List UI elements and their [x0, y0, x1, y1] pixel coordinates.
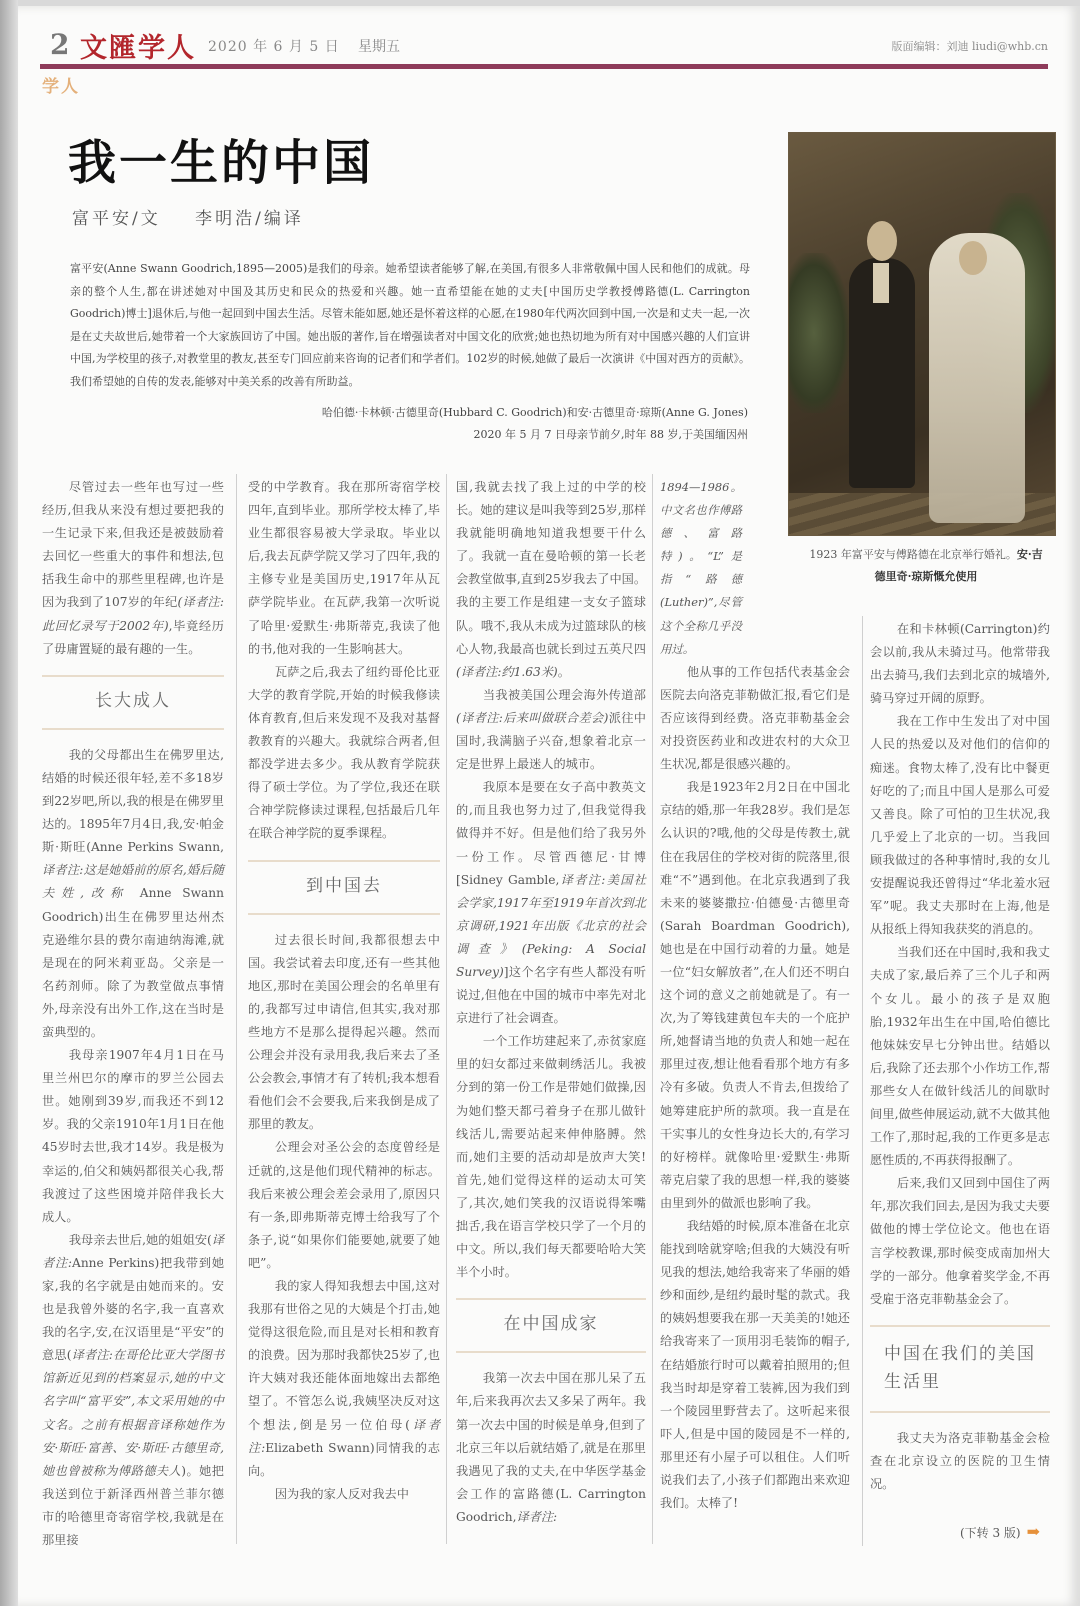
paragraph: 在和卡林顿(Carrington)约会以前,我从未骑过马。他常带我出去骑马,我们去到北京的城墙外,骑马穿过开阔的原野。 [870, 622, 1050, 706]
section-tag: 学人 [42, 77, 80, 97]
paragraph: 后来,我们又回到中国住了两年,那次我们回去,是因为我丈夫要做他的博士学位论文。他也在语言学校教课,那时候变成南加州大学的一部分。他拿着奖学金,不再受雇于洛克菲勒基金会了。 [870, 1176, 1050, 1306]
paragraph: 我丈夫为洛克菲勒基金会检查在北京设立的医院的卫生情况。 [870, 1430, 1050, 1491]
issue-weekday: 星期五 [358, 39, 400, 55]
article-column-3 [456, 476, 646, 1529]
subhead-growing-up: 长大成人 [42, 675, 224, 730]
paragraph: 当我们还在中国时,我和我丈夫成了家,最后养了三个儿子和两个女儿。最小的孩子是双胞胎,1932年出生在中国,哈伯德比他妹妹安早七分钟出世。结婚以后,我除了还去那个小作坊工作,帮那些女人在做针线活儿的间歇时间里,做些伸展运动,就不大做其他工作了,那时起,我的工作更多是志愿性质的,不再获得报酬了。 [870, 945, 1050, 1168]
issue-date: 2020 年 6 月 5 日 [208, 39, 340, 55]
paragraph: 我结婚的时候,原本准备在北京能找到啥就穿啥;但我的大姨没有听见我的想法,她给我寄来了华丽的婚纱和面纱,是纽约最时髦的款式。我的姨妈想要我在那一天美美的!她还给我寄来了一顶用羽毛装饰的帽子,在结婚旅行时可以戴着拍照用的;但我当时却是穿着工装裤,因为我们到一个陵园里野营去了。这听起来很吓人,但是中国的陵园是不一样的,那里还有小屋子可以租住。人们听说我们去了,小孩子们都跑出来欢迎我们。太棒了! [660, 1219, 850, 1511]
column-divider [862, 616, 863, 1546]
paper-name: 文匯学人 [80, 33, 196, 64]
byline [72, 204, 330, 229]
article-column-2 [248, 476, 440, 1506]
paragraph: 公理会对圣公会的态度曾经是迁就的,这是他们现代精神的标志。我后来被公理会差会录用了,原因只有一条,即弗斯蒂克博士给我写了个条子,说“如果你们能要她,就要了她吧”。 [248, 1140, 440, 1270]
paragraph: 一个工作坊建起来了,赤贫家庭里的妇女都过来做刺绣活儿。我被分到的第一份工作是带她们做操,因为她们整天都弓着身子在那儿做针线活儿,需要站起来伸伸胳膊。然而,她们主要的活动却是放声大笑!首先,她们觉得这样的运动太可笑了,其次,她们笑我的汉语说得笨嘴拙舌,我在语言学校只学了一个月的中文。所以,我们每天都要哈哈大笑半个小时。 [456, 1034, 646, 1280]
photo-credit: 安·吉德里奇·琼斯慨允使用 [874, 548, 1043, 583]
photo-caption: 1923 年富平安与傅路德在北京举行婚礼。安·吉德里奇·琼斯慨允使用 [809, 548, 1043, 583]
paragraph: 我母亲1907年4月1日在马里兰州巴尔的摩市的罗兰公园去世。她刚到39岁,而我还不到12岁。我的父亲1910年1月1日在他45岁时去世,我才14岁。我是极为幸运的,伯父和姨妈都很关心我,帮我渡过了这些困境并陪伴我长大成人。 [42, 1048, 224, 1224]
article-column-5 [870, 618, 1050, 1496]
subhead-china-in-america: 中国在我们的美国生活里 [870, 1325, 1050, 1413]
intro-signature [218, 402, 748, 446]
article-column-1 [42, 476, 224, 1552]
subhead-family-in-china: 在中国成家 [456, 1298, 646, 1353]
paragraph: 过去很长时间,我都很想去中国。我尝试着去印度,还有一些其他地区,那时在美国公理会的名单里有的,我都写过申请信,但其实,我对那些地方不是那么提得起兴趣。然而公理会并没有录用我,我后来去了圣公会教会,事情才有了转机;我本想看看他们会不会要我,后来我倒是成了那里的教友。 [248, 932, 440, 1132]
paragraph: 我第一次去中国在那儿呆了五年,后来我再次去又多呆了两年。我第一次去中国的时候是单身,但到了北京三年以后就结婚了,就是在那里我遇见了我的丈夫,在中华医学基金会工作的富路德(L. Carrington Goodrich,译者注: [456, 1371, 646, 1524]
page-spine-shadow [0, 0, 18, 1606]
masthead-rule [40, 64, 1048, 69]
continued-on-page-3: (下转 3 版) ➡ [959, 1522, 1040, 1541]
author: 富平安/文 [72, 209, 161, 229]
paragraph: 因为我的家人反对我去中 [274, 1486, 409, 1501]
bride-figure [929, 233, 1025, 523]
masthead [40, 24, 1060, 64]
translator: 李明浩/编译 [195, 209, 304, 229]
article-title: 我一生的中国 [68, 135, 375, 191]
paragraph: 我的父母都出生在佛罗里达,结婚的时候还很年轻,差不多18岁到22岁吧,所以,我的根是在佛罗里达的。1895年7月4日,我,安·帕金斯·斯旺(Anne Perkins Swann,译者注:这是她婚前的原名,婚后随夫姓,改称 Anne Swann Goodrich)出生在佛罗里达州杰克逊维尔县的费尔南迪纳海滩,就是现在的阿米莉亚岛。父亲是一名药剂师。除了为教堂做点事情外,母亲没有出外工作,这在当时是蛮典型的。 [42, 747, 225, 1039]
paragraph: 我在工作中生发出了对中国人民的热爱以及对他们的信仰的痴迷。食物太棒了,没有比中餐更好吃的了;而且中国人是那么可爱又善良。除了可怕的卫生状况,我几乎爱上了北京的一切。当我回顾我做过的各种事情时,我的女儿安提醒说我还曾得过“华北羞水冠军”呢。我丈夫那时在上海,他是从报纸上得知我获奖的消息的。 [870, 714, 1050, 937]
page-number: 2 [50, 28, 70, 61]
newspaper-page [18, 6, 1080, 1606]
paragraph: 受的中学教育。我在那所寄宿学校四年,直到毕业。那所学校太棒了,毕业生都很容易被大学录取。毕业以后,我去瓦萨学院又学习了四年,我的主修专业是美国历史,1917年从瓦萨学院毕业。在瓦萨,我第一次听说了哈里·爱默生·弗斯蒂克,我读了他的书,他对我的一生影响甚大。 [248, 480, 440, 656]
column-divider [652, 474, 653, 1544]
paragraph: 1894—1986。中文名也作傅路德、富路特)。“L”是指“路德(Luther)”,尽管这个全称几乎没用过。 [660, 480, 742, 656]
paragraph: 瓦萨之后,我去了纽约哥伦比亚大学的教育学院,开始的时候我修读体育教育,但后来发现不及我对基督教教育的兴趣大。我就综合两者,但都没学进去多少。我从教育学院获得了硕士学位。为了学位,我还在联合神学院修读过课程,包括最后几年在联合神学院的夏季课程。 [248, 664, 440, 841]
paragraph: 我是1923年2月2日在中国北京结的婚,那一年我28岁。我们是怎么认识的?哦,他的父母是传教士,就住在我居住的学校对街的院落里,很难“不”遇到他。在北京我遇到了我未来的婆婆撒拉·伯德曼·古德里奇(Sarah Boardman Goodrich),她也是在中国行动着的力量。她是一位“妇女解放者”,在人们还不明白这个词的意义之前她就是了。有一次,为了筹钱建黄包车夫的一个庇护所,她督请当地的负责人和她一起在那里过夜,想让他看看那个地方有多冷有多破。负责人不肯去,但拨给了她筹建庇护所的款项。我一直是在干实事儿的女性身边长大的,有学习的好榜样。就像哈里·爱默生·弗斯蒂克启蒙了我的思想一样,我的婆婆由里到外的做派也影响了我。 [660, 780, 851, 1210]
paragraph: 我原本是要在女子高中教英文的,而且我也努力过了,但我觉得我做得并不好。但是他们给了我另外一份工作。尽管西德尼·甘博[Sidney Gamble,译者注:美国社会学家,1917年至1919年首次到北京调研,1921年出版《北京的社会调查》(Peking: A Social Survey)]这个名字有些人都没有听说过,但他在中国的城市中率先对北京进行了社会调查。 [456, 780, 646, 1026]
paragraph: 当我被美国公理会海外传道部(译者注:后来叫做联合差会)派往中国时,我满脑子兴奋,想象着北京一定是世界上最迷人的城市。 [456, 687, 646, 772]
column-divider [236, 474, 237, 1544]
editor-intro: 富平安(Anne Swann Goodrich,1895—2005)是我们的母亲。她希望读者能够了解,在美国,有很多人非常敬佩中国人民和他们的成就。母亲的整个人生,都在讲述她对中国及其历史和民众的热爱和兴趣。她一直希望能在她的丈夫[中国历史学教授傅路德(L. Carrington Goodrich)博士]退休后,与他一起回到中国去生活。尽管未能如愿,她还是怀着这样的心愿,在1980年代两次回到中国,一次是和丈夫一起,一次是在丈夫故世后,她带着一个大家族回访了中国。她出版的著作,旨在增强读者对中国文化的欣赏;她也热切地为所有对中国感兴趣的人们宣讲中国,为学校里的孩子,对教堂里的教友,甚至专门回应前来咨询的记者们和学者们。102岁的时候,她做了最后一次演讲《中国对西方的贡献》。我们希望她的自传的发表,能够对中美关系的改善有所助益。 [70, 262, 750, 388]
intro-signature-names: 哈伯德·卡林顿·古德里奇(Hubbard C. Goodrich)和安·古德里奇·琼斯(Anne G. Jones) [321, 406, 748, 419]
paragraph: 国,我就去找了我上过的中学的校长。她的建议是叫我等到25岁,那样我就能明确地知道我想要干什么了。我就一直在曼哈顿的第一长老会教堂做事,直到25岁我去了中国。我的主要工作是组建一支女子篮球队。哦不,我从未成为过篮球队的核心人物,我最高也就长到过五英尺四(译者注:约1.63米)。 [456, 480, 647, 679]
subhead-to-china: 到中国去 [248, 860, 440, 915]
paragraph: 我母亲去世后,她的姐姐安(译者注:Anne Perkins)把我带到她家,我的名字就是由她而来的。安也是我曾外婆的名字,我一直喜欢我的名字,安,在汉语里是“平安”的意思(译者注:在哥伦比亚大学图书馆新近见到的档案显示,她的中文名字叫“富平安”,本文采用她的中文名。之前有根据音译称她作为安·斯旺·富善、安·斯旺·古德里奇,她也曾被称为傅路德夫人)。她把我送到位于新泽西州普兰菲尔德市的哈德里奇寄宿学校,我就是在那里接 [42, 1232, 225, 1548]
intro-signature-date: 2020 年 5 月 7 日母亲节前夕,时年 88 岁,于美国缅因州 [473, 428, 748, 441]
paragraph: 我的家人得知我想去中国,这对我那有世俗之见的大姨是个打击,她觉得这很危险,而且是对长相和教育的浪费。因为那时我都快25岁了,也许大姨对我还能体面地嫁出去都绝望了。不管怎么说,我姨坚决反对这个想法,倒是另一位伯母(译者注:Elizabeth Swann)同情我的志向。 [248, 1279, 440, 1478]
column-divider [446, 474, 447, 1544]
paragraph: 尽管过去一些年也写过一些经历,但我从来没有想过要把我的一生记录下来,但我还是被鼓励着去回忆一些重大的事件和想法,包括我生命中的那些里程碑,也许是因为我到了107岁的年纪(译者注:此回忆录写于2002年),毕竟经历了毋庸置疑的最有趣的一生。 [42, 480, 224, 656]
article-column-4 [660, 476, 850, 1515]
arrow-right-icon: ➡ [1026, 1522, 1040, 1541]
paragraph: 他从事的工作包括代表基金会医院去向洛克菲勒做汇报,看它们是否应该得到经费。洛克菲勒基金会对投资医药业和改进农村的大众卫生状况,都是很感兴趣的。 [660, 664, 850, 772]
page-editor: 版面编辑：刘迪 liudi@whb.cn [891, 40, 1048, 53]
